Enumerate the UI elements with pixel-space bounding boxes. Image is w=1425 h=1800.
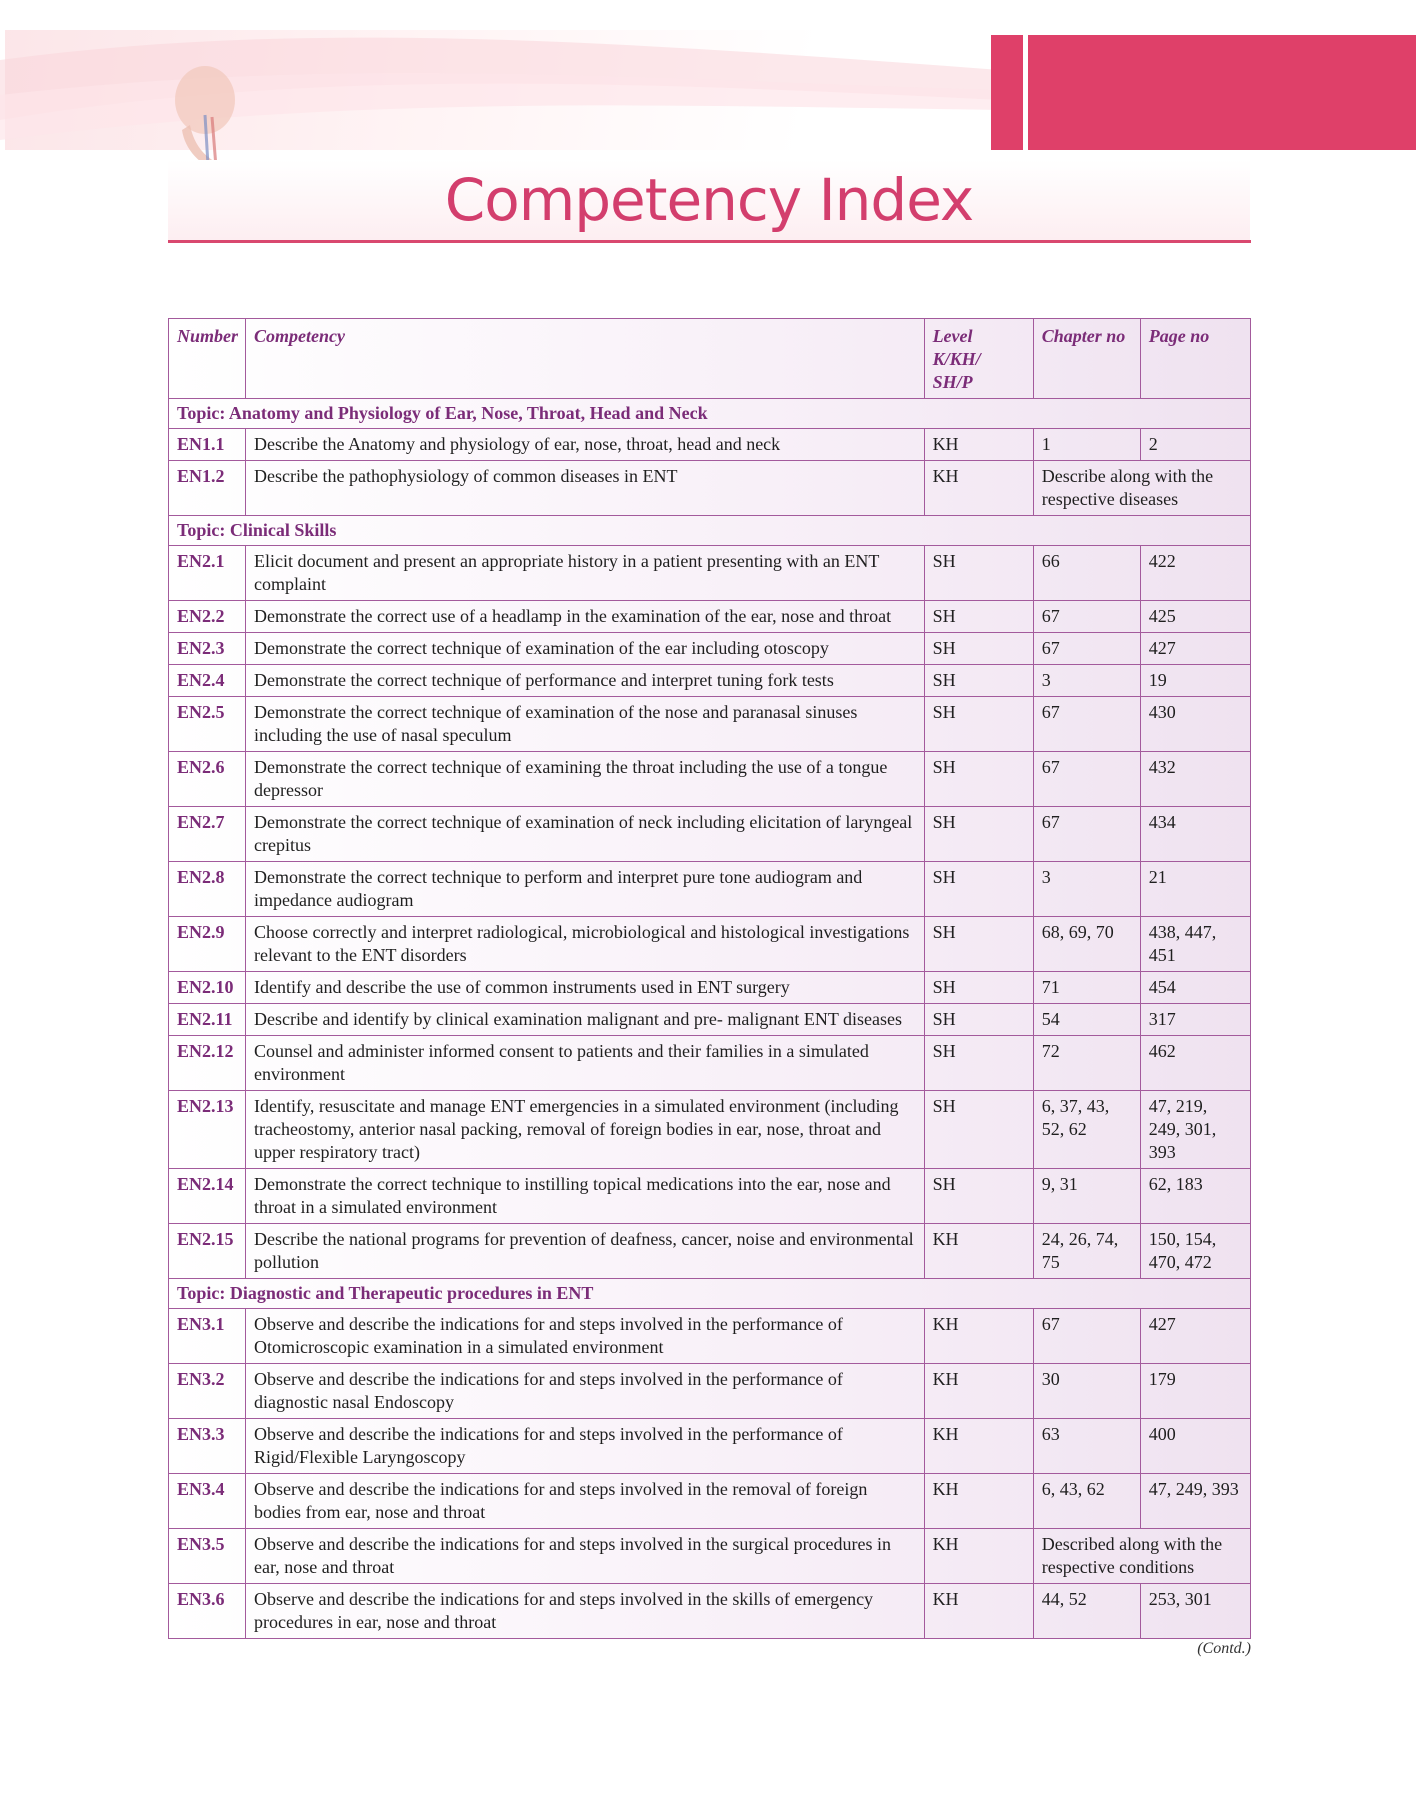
chapter-number: 3 [1033, 862, 1140, 917]
page-number: 2 [1140, 429, 1250, 461]
chapter-number: 44, 52 [1033, 1584, 1140, 1639]
competency-level: SH [924, 862, 1033, 917]
chapter-number: 9, 31 [1033, 1169, 1140, 1224]
page-number: 438, 447, 451 [1140, 917, 1250, 972]
chapter-number: 67 [1033, 633, 1140, 665]
table-row [169, 1004, 1251, 1036]
topic-row [169, 516, 1251, 546]
competency-number: EN2.6 [169, 752, 246, 807]
page-number: 179 [1140, 1364, 1250, 1419]
chapter-number: 71 [1033, 972, 1140, 1004]
competency-description: Demonstrate the correct technique of examination of the ear including otoscopy [246, 633, 925, 665]
chapter-page-note: Described along with the respective conditions [1033, 1529, 1250, 1584]
competency-number: EN2.3 [169, 633, 246, 665]
page-number: 462 [1140, 1036, 1250, 1091]
column-header-number: Number [169, 319, 246, 399]
chapter-number: 67 [1033, 1309, 1140, 1364]
competency-number: EN2.10 [169, 972, 246, 1004]
table-row [169, 1091, 1251, 1169]
column-header-chapter: Chapter no [1033, 319, 1140, 399]
chapter-number: 30 [1033, 1364, 1140, 1419]
competency-description: Observe and describe the indications for and steps involved in the skills of emergency procedures in ear, nose and throat [246, 1584, 925, 1639]
page-number: 427 [1140, 633, 1250, 665]
table-row [169, 1364, 1251, 1419]
competency-index-table [168, 318, 1251, 1639]
title-underline [168, 240, 1251, 243]
competency-description: Observe and describe the indications for and steps involved in the performance of Otomicroscopic examination in a simulated environment [246, 1309, 925, 1364]
page-number: 317 [1140, 1004, 1250, 1036]
page-title: Competency Index [444, 166, 974, 234]
competency-number: EN3.2 [169, 1364, 246, 1419]
table-row [169, 697, 1251, 752]
competency-description: Observe and describe the indications for and steps involved in the surgical procedures in ear, nose and throat [246, 1529, 925, 1584]
competency-level: KH [924, 1419, 1033, 1474]
competency-number: EN1.1 [169, 429, 246, 461]
competency-level: KH [924, 461, 1033, 516]
topic-row [169, 1279, 1251, 1309]
chapter-number: 6, 43, 62 [1033, 1474, 1140, 1529]
chapter-number: 66 [1033, 546, 1140, 601]
competency-description: Demonstrate the correct technique of examination of the nose and paranasal sinuses including the use of nasal speculum [246, 697, 925, 752]
column-header-page: Page no [1140, 319, 1250, 399]
competency-number: EN2.5 [169, 697, 246, 752]
table-row [169, 752, 1251, 807]
chapter-number: 67 [1033, 807, 1140, 862]
chapter-number: 67 [1033, 601, 1140, 633]
table-row [169, 1529, 1251, 1584]
chapter-number: 67 [1033, 697, 1140, 752]
topic-row [169, 399, 1251, 429]
competency-number: EN2.1 [169, 546, 246, 601]
competency-level: SH [924, 972, 1033, 1004]
table-row [169, 461, 1251, 516]
table-row [169, 1036, 1251, 1091]
competency-level: SH [924, 697, 1033, 752]
header-accent-block [1028, 35, 1416, 150]
chapter-number: 63 [1033, 1419, 1140, 1474]
competency-description: Identify, resuscitate and manage ENT emergencies in a simulated environment (including tracheostomy, anterior nasal packing, removal of foreign bodies in ear, nose, throat and upper respiratory tract) [246, 1091, 925, 1169]
competency-number: EN2.14 [169, 1169, 246, 1224]
competency-level: SH [924, 1169, 1033, 1224]
topic-heading: Topic: Clinical Skills [169, 516, 1251, 546]
chapter-number: 6, 37, 43, 52, 62 [1033, 1091, 1140, 1169]
competency-description: Identify and describe the use of common instruments used in ENT surgery [246, 972, 925, 1004]
column-header-competency: Competency [246, 319, 925, 399]
competency-description: Describe and identify by clinical examination malignant and pre- malignant ENT diseases [246, 1004, 925, 1036]
competency-level: KH [924, 429, 1033, 461]
chapter-page-note: Describe along with the respective diseases [1033, 461, 1250, 516]
table-row [169, 1224, 1251, 1279]
competency-number: EN3.3 [169, 1419, 246, 1474]
competency-number: EN2.13 [169, 1091, 246, 1169]
page-number: 62, 183 [1140, 1169, 1250, 1224]
competency-level: KH [924, 1309, 1033, 1364]
table-row [169, 1474, 1251, 1529]
chapter-number: 24, 26, 74, 75 [1033, 1224, 1140, 1279]
competency-number: EN3.4 [169, 1474, 246, 1529]
competency-level: SH [924, 1091, 1033, 1169]
competency-description: Demonstrate the correct technique of examination of neck including elicitation of laryngeal crepitus [246, 807, 925, 862]
page-number: 19 [1140, 665, 1250, 697]
table-header-row [169, 319, 1251, 399]
page-number: 47, 249, 393 [1140, 1474, 1250, 1529]
table-row [169, 1169, 1251, 1224]
competency-description: Demonstrate the correct technique of performance and interpret tuning fork tests [246, 665, 925, 697]
table-row [169, 862, 1251, 917]
competency-level: KH [924, 1474, 1033, 1529]
chapter-number: 72 [1033, 1036, 1140, 1091]
column-header-level: Level K/KH/ SH/P [924, 319, 1033, 399]
competency-description: Choose correctly and interpret radiological, microbiological and histological investigations relevant to the ENT disorders [246, 917, 925, 972]
table-row [169, 429, 1251, 461]
page-number: 253, 301 [1140, 1584, 1250, 1639]
table-row [169, 601, 1251, 633]
page-number: 21 [1140, 862, 1250, 917]
competency-description: Observe and describe the indications for and steps involved in the performance of Rigid/Flexible Laryngoscopy [246, 1419, 925, 1474]
competency-level: SH [924, 601, 1033, 633]
page-number: 432 [1140, 752, 1250, 807]
competency-description: Observe and describe the indications for and steps involved in the performance of diagnostic nasal Endoscopy [246, 1364, 925, 1419]
page-number: 422 [1140, 546, 1250, 601]
competency-level: SH [924, 665, 1033, 697]
competency-description: Observe and describe the indications for and steps involved in the removal of foreign bodies from ear, nose and throat [246, 1474, 925, 1529]
competency-level: SH [924, 752, 1033, 807]
anatomy-illustration [150, 55, 270, 175]
competency-description: Demonstrate the correct technique of examining the throat including the use of a tongue depressor [246, 752, 925, 807]
competency-number: EN3.5 [169, 1529, 246, 1584]
continued-note: (Contd.) [1197, 1640, 1251, 1657]
page-number: 434 [1140, 807, 1250, 862]
competency-description: Demonstrate the correct technique to perform and interpret pure tone audiogram and impedance audiogram [246, 862, 925, 917]
competency-level: SH [924, 1036, 1033, 1091]
competency-description: Demonstrate the correct technique to instilling topical medications into the ear, nose and throat in a simulated environment [246, 1169, 925, 1224]
chapter-number: 1 [1033, 429, 1140, 461]
competency-level: SH [924, 807, 1033, 862]
competency-description: Describe the pathophysiology of common diseases in ENT [246, 461, 925, 516]
competency-number: EN2.8 [169, 862, 246, 917]
competency-number: EN2.9 [169, 917, 246, 972]
competency-description: Counsel and administer informed consent to patients and their families in a simulated environment [246, 1036, 925, 1091]
competency-number: EN2.2 [169, 601, 246, 633]
table-row [169, 917, 1251, 972]
table-row [169, 546, 1251, 601]
page-number: 427 [1140, 1309, 1250, 1364]
topic-heading: Topic: Anatomy and Physiology of Ear, Nose, Throat, Head and Neck [169, 399, 1251, 429]
page-number: 150, 154, 470, 472 [1140, 1224, 1250, 1279]
table-row [169, 972, 1251, 1004]
competency-level: KH [924, 1224, 1033, 1279]
table-row [169, 807, 1251, 862]
table-row [169, 633, 1251, 665]
page-number: 400 [1140, 1419, 1250, 1474]
header-accent-bar [991, 35, 1023, 150]
competency-description: Describe the national programs for prevention of deafness, cancer, noise and environmental pollution [246, 1224, 925, 1279]
chapter-number: 3 [1033, 665, 1140, 697]
table-row [169, 1584, 1251, 1639]
competency-description: Elicit document and present an appropriate history in a patient presenting with an ENT complaint [246, 546, 925, 601]
page-number: 430 [1140, 697, 1250, 752]
competency-level: SH [924, 1004, 1033, 1036]
chapter-number: 67 [1033, 752, 1140, 807]
competency-number: EN2.12 [169, 1036, 246, 1091]
topic-heading: Topic: Diagnostic and Therapeutic procedures in ENT [169, 1279, 1251, 1309]
table-row [169, 1309, 1251, 1364]
competency-number: EN3.6 [169, 1584, 246, 1639]
chapter-number: 68, 69, 70 [1033, 917, 1140, 972]
table-body [169, 399, 1251, 1639]
chapter-number: 54 [1033, 1004, 1140, 1036]
competency-number: EN2.15 [169, 1224, 246, 1279]
competency-description: Describe the Anatomy and physiology of ear, nose, throat, head and neck [246, 429, 925, 461]
competency-description: Demonstrate the correct use of a headlamp in the examination of the ear, nose and throat [246, 601, 925, 633]
competency-number: EN2.4 [169, 665, 246, 697]
competency-number: EN2.11 [169, 1004, 246, 1036]
page-number: 454 [1140, 972, 1250, 1004]
competency-level: KH [924, 1529, 1033, 1584]
competency-number: EN1.2 [169, 461, 246, 516]
competency-number: EN3.1 [169, 1309, 246, 1364]
competency-level: KH [924, 1584, 1033, 1639]
competency-level: SH [924, 633, 1033, 665]
table-row [169, 1419, 1251, 1474]
page-number: 425 [1140, 601, 1250, 633]
page-number: 47, 219, 249, 301, 393 [1140, 1091, 1250, 1169]
competency-number: EN2.7 [169, 807, 246, 862]
table-row [169, 665, 1251, 697]
competency-level: SH [924, 546, 1033, 601]
competency-level: KH [924, 1364, 1033, 1419]
competency-level: SH [924, 917, 1033, 972]
